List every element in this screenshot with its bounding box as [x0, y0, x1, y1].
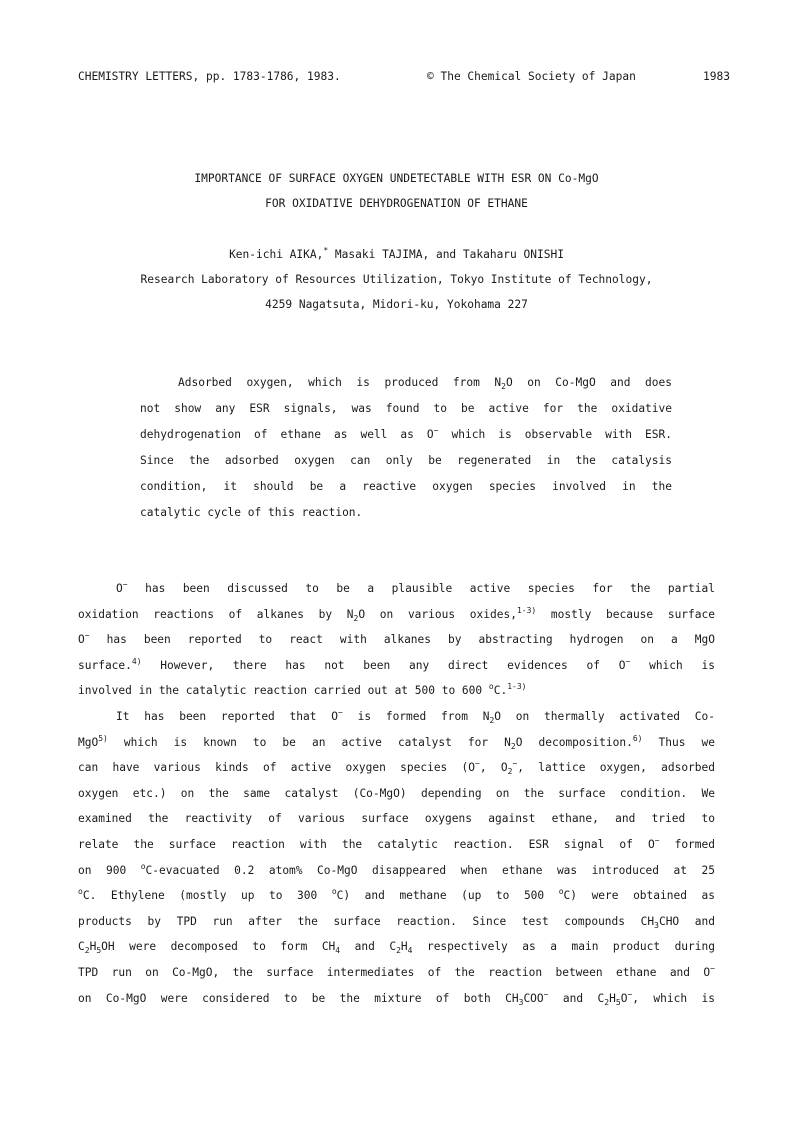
abstract-line: condition, it should be a reactive oxygen species involved in the: [140, 480, 672, 493]
author-first: Ken-ichi AIKA,: [229, 248, 324, 261]
paragraph-2-line: relate the surface reaction with the catalytic reaction. ESR signal of O− formed: [78, 835, 716, 851]
body-text: [78, 580, 715, 1015]
header-year: 1983: [703, 70, 730, 83]
paragraph-1-line: oxidation reactions of alkanes by $N_2O$ on various oxides,$^{1-3)}$ mostly because surface: [78, 605, 715, 623]
abstract-line: Since the adsorbed oxygen can only be regenerated in the catalysis: [140, 454, 672, 467]
author-list: [0, 248, 793, 261]
paragraph-2-line: $^o$C. Ethylene (mostly up to 300 $^o$C) and methane (up to 500 $^o$C) were obtained as: [78, 887, 715, 903]
abstract-line: Adsorbed oxygen, which is produced from $N_2O$ on Co-MgO and does: [178, 376, 672, 391]
paragraph-2-line: MgO$^{5)}$ which is known to be an active catalyst for $N_2O$ decomposition.$^{6)}$ Thus we: [78, 733, 715, 751]
abstract-line: dehydrogenation of ethane as well as O− which is observable with ESR.: [140, 426, 672, 441]
paragraph-2-line: examined the reactivity of various surface oxygens against ethane, and tried to: [78, 812, 715, 826]
journal-citation: CHEMISTRY LETTERS, pp. 1783-1786, 1983.: [78, 70, 341, 83]
paragraph-2-line: $C_2H_5OH$ were decomposed to form $CH_4$ and $C_2H_4$ respectively as a main product during: [78, 940, 715, 956]
corresponding-author-mark: *: [323, 246, 329, 255]
paragraph-2-line: TPD run on Co-MgO, the surface intermediates of the reaction between ethane and O−: [78, 963, 715, 979]
author-others: Masaki TAJIMA, and Takaharu ONISHI: [328, 248, 564, 261]
affiliation-line-1: Research Laboratory of Resources Utilization, Tokyo Institute of Technology,: [140, 273, 653, 286]
paragraph-2-line: on Co-MgO were considered to be the mixture of both $CH_3COO^-$ and $C_2H_5O^-$, which is: [78, 989, 715, 1007]
paragraph-1-line: O− has been discussed to be a plausible active species for the partial: [116, 580, 715, 595]
paragraph-2-line: on 900 $^o$C-evacuated 0.2 atom% Co-MgO disappeared when ethane was introduced at 25: [78, 861, 715, 877]
running-header: [78, 70, 730, 88]
paragraph-2-line: oxygen etc.) on the same catalyst (Co-MgO) depending on the surface condition. We: [78, 786, 715, 800]
paragraph-2-line: can have various kinds of active oxygen species (O−, $O_2^-$, lattice oxygen, adsorbed: [78, 759, 716, 777]
abstract: [140, 374, 672, 530]
copyright-notice: © The Chemical Society of Japan: [427, 70, 636, 83]
affiliation-line-2: 4259 Nagatsuta, Midori-ku, Yokohama 227: [265, 298, 528, 311]
paragraph-1-line: surface.$^{4)}$ However, there has not been any direct evidences of O− which is: [78, 656, 715, 672]
paragraph-1-line: involved in the catalytic reaction carried out at 500 to 600 $^o$C.$^{1-3)}$: [78, 682, 527, 698]
paragraph-2-line: products by TPD run after the surface reaction. Since test compounds $CH_3CHO$ and: [78, 914, 716, 930]
paper-title-line-1: IMPORTANCE OF SURFACE OXYGEN UNDETECTABLE WITH ESR ON Co-MgO: [194, 172, 599, 185]
paragraph-2-line: It has been reported that O− is formed from $N_2O$ on thermally activated Co-: [116, 707, 716, 725]
abstract-line: catalytic cycle of this reaction.: [140, 506, 363, 519]
paragraph-1-line: O− has been reported to react with alkanes by abstracting hydrogen on a MgO: [78, 631, 715, 647]
paper-title-line-2: FOR OXIDATIVE DEHYDROGENATION OF ETHANE: [265, 197, 528, 210]
abstract-line: not show any ESR signals, was found to be active for the oxidative: [140, 402, 672, 415]
